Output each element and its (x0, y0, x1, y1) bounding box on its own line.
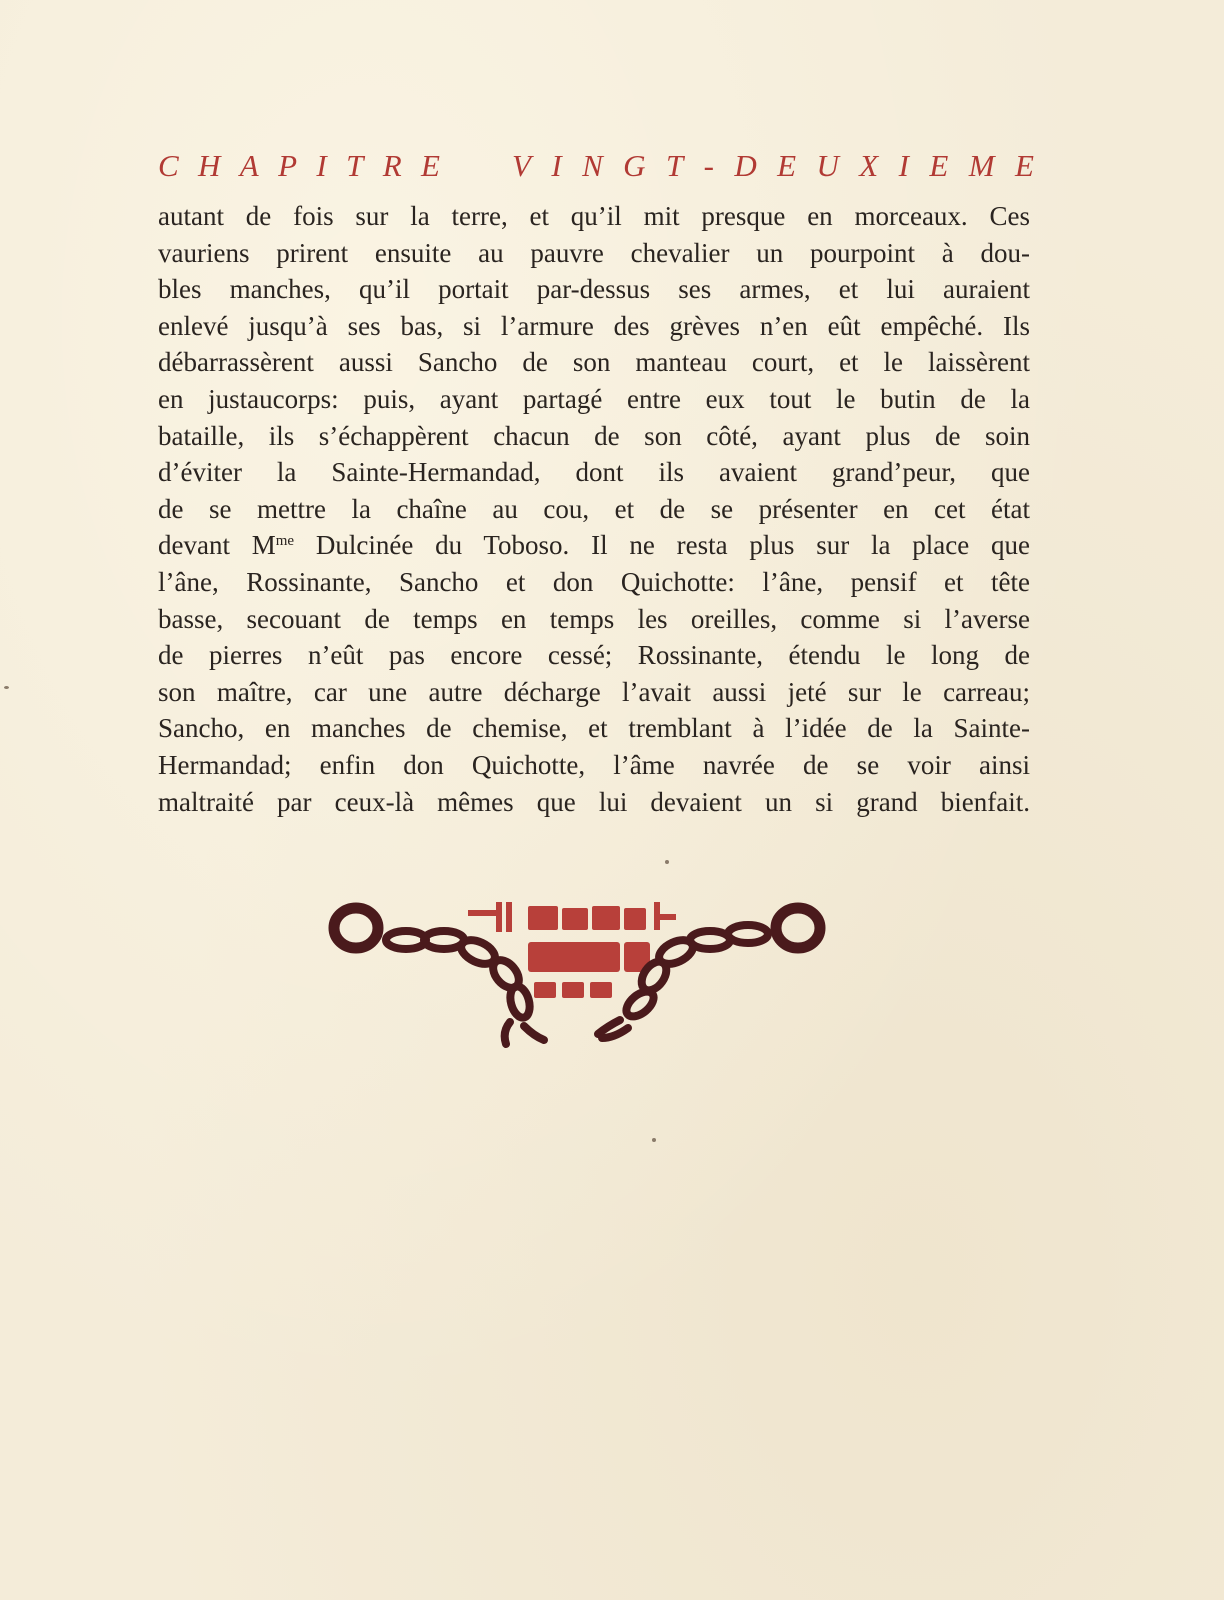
body-text (158, 198, 1030, 820)
text-line: maltraité par ceux-là mêmes que lui devaient un si grand bienfait. (158, 786, 1030, 817)
text-line: autant de fois sur la terre, et qu’il mit presque en morceaux. Ces (158, 201, 1030, 231)
text-line: son maître, car une autre décharge l’avait aussi jeté sur le carreau; (158, 676, 1030, 707)
paper-speck (4, 686, 9, 689)
text-line: vauriens prirent ensuite au pauvre chevalier un pourpoint à dou- (158, 237, 1030, 268)
text-line: l’âne, Rossinante, Sancho et don Quichotte: l’âne, pensif et tête (158, 566, 1030, 597)
text-line: Hermandad; enfin don Quichotte, l’âme navrée de se voir ainsi (158, 749, 1030, 780)
text-line: débarrassèrent aussi Sancho de son manteau court, et le laissèrent (158, 347, 1030, 378)
heading-letter: U (816, 148, 839, 183)
text-line (158, 527, 1030, 564)
text-fragment: Dulcinée du Toboso. Il ne resta plus sur la place que (294, 530, 1030, 561)
text-line: bataille, ils s’échappèrent chacun de son côté, ayant plus de soin (158, 420, 1030, 451)
heading-letter: R (382, 148, 402, 183)
superscript-abbreviation: me (275, 533, 295, 550)
heading-letter: - (703, 148, 714, 183)
text-line: Sancho, en manches de chemise, et tremblant à l’idée de la Sainte- (158, 713, 1030, 744)
heading-letter: I (898, 148, 909, 183)
chapter-heading (158, 146, 1034, 186)
text-fragment: devant M (158, 530, 276, 561)
chapter-heading-word-2 (512, 146, 1034, 186)
heading-letter: I (316, 148, 327, 183)
text-line: basse, secouant de temps en temps les oreilles, comme si l’averse (158, 603, 1030, 634)
heading-letter: P (278, 148, 298, 183)
heading-letter: E (929, 148, 949, 183)
heading-letter: E (1014, 148, 1034, 183)
heading-letter: G (623, 148, 646, 183)
heading-letter: H (198, 148, 221, 183)
text-line: d’éviter la Sainte-Hermandad, dont ils avaient grand’peur, que (158, 457, 1030, 488)
heading-letter: T (346, 148, 364, 183)
text-line: en justaucorps: puis, ayant partagé entre eux tout le butin de la (158, 383, 1030, 414)
heading-letter: M (968, 148, 995, 183)
heading-letter: I (551, 148, 562, 183)
text-line: de pierres n’eût pas encore cessé; Rossinante, étendu le long de (158, 640, 1030, 671)
heading-letter: A (239, 148, 259, 183)
paper-speck (665, 860, 669, 864)
heading-letter: T (665, 148, 684, 183)
heading-letter: V (512, 148, 531, 183)
text-line: bles manches, qu’il portait par-dessus ses armes, et lui auraient (158, 274, 1030, 305)
heading-letter: D (734, 148, 757, 183)
heading-letter: E (777, 148, 797, 183)
heading-letter: N (582, 148, 603, 183)
heading-letter: X (859, 148, 879, 183)
chapter-heading-word-1 (158, 146, 440, 186)
text-line: enlevé jusqu’à ses bas, si l’armure des grèves n’en eût empêché. Ils (158, 310, 1030, 341)
heading-letter: E (420, 148, 440, 183)
text-line: de se mettre la chaîne au cou, et de se présenter en cet état (158, 493, 1030, 524)
paper-speck (652, 1138, 656, 1142)
broken-chain-ornament-icon (328, 898, 836, 1068)
heading-letter: C (158, 148, 179, 183)
